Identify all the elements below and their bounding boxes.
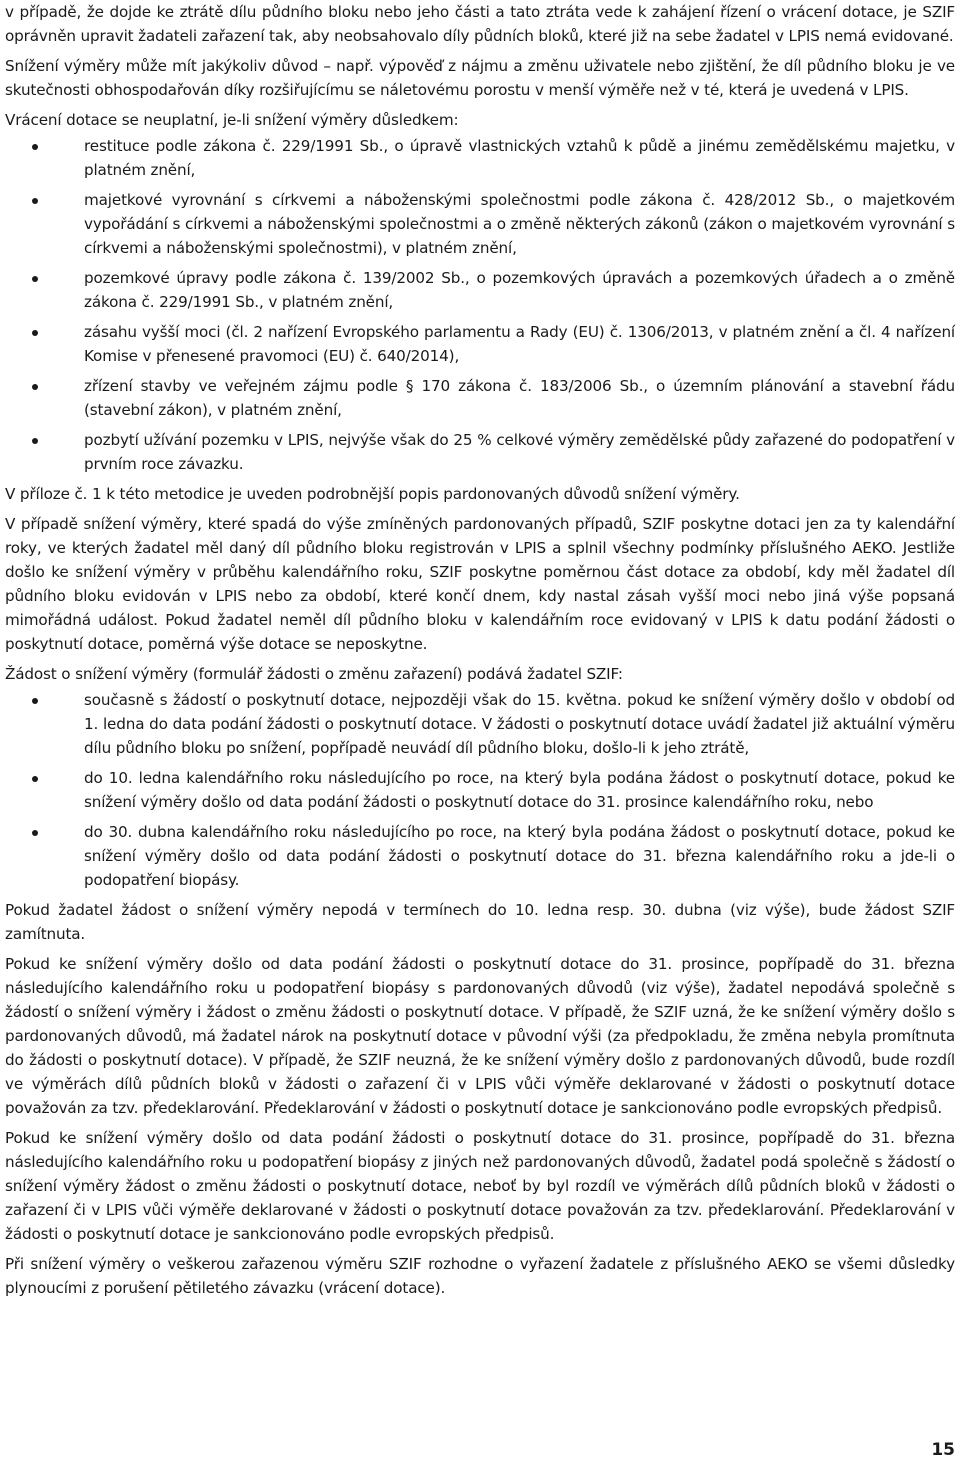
bullet-icon bbox=[32, 384, 38, 390]
document-body bbox=[5, 0, 955, 1306]
paragraph-pardoned-cases: V případě snížení výměry, které spadá do výše zmíněných pardonovaných případů, SZIF poskytne dotaci jen za ty kalendářní roky, ve kterých žadatel měl daný díl půdního bloku registrován v LPIS a splnil všechny podmínky příslušného AEKO. Jestliže došlo ke snížení výměry v průběhu kalendářního roku, SZIF poskytne poměrnou část dotace za období, kdy měl žadatel díl půdního bloku evidován v LPIS nebo za období, které končí dnem, kdy nastal zásah vyšší moci nebo jiná výše popsaná mimořádná událost. Pokud žadatel neměl díl půdního bloku v kalendářním roce evidovaný v LPIS k datu podání žádosti o poskytnutí dotace, poměrná výše dotace se neposkytne. bbox=[5, 515, 955, 653]
bullet-icon bbox=[32, 276, 38, 282]
list-item: současně s žádostí o poskytnutí dotace, nejpozději však do 15. května. pokud ke snížení výměry došlo v období od 1. ledna do data podání žádosti o poskytnutí dotace. V žádosti o poskytnutí dotace uvádí žadatel již aktuální výměru dílu půdního bloku po snížení, popřípadě neuvádí díl půdního bloku, došlo-li k jeho ztrátě, bbox=[5, 688, 955, 760]
bullet-icon bbox=[32, 330, 38, 336]
bullet-icon bbox=[32, 698, 38, 704]
bullet-icon bbox=[32, 776, 38, 782]
list-item: zásahu vyšší moci (čl. 2 nařízení Evropského parlamentu a Rady (EU) č. 1306/2013, v platném znění a čl. 4 nařízení Komise v přenesené pravomoci (EU) č. 640/2014), bbox=[5, 320, 955, 368]
paragraph-rejection: Pokud žadatel žádost o snížení výměry nepodá v termínech do 10. ledna resp. 30. dubna (viz výše), bude žádost SZIF zamítnuta. bbox=[5, 901, 955, 943]
bullet-icon bbox=[32, 144, 38, 150]
exceptions-list bbox=[5, 134, 955, 476]
list-item: majetkové vyrovnání s církvemi a náboženskými společnostmi podle zákona č. 428/2012 Sb., o majetkovém vypořádání s církvemi a náboženskými společnostmi a o změně některých zákonů (zákon o majetkovém vyrovnání s církvemi a náboženskými společnostmi), v platném znění, bbox=[5, 188, 955, 260]
bullet-icon bbox=[32, 830, 38, 836]
paragraph-annex-reference: V příloze č. 1 k této metodice je uveden podrobnější popis pardonovaných důvodů snížení výměry. bbox=[5, 485, 740, 503]
list-item: pozemkové úpravy podle zákona č. 139/2002 Sb., o pozemkových úpravách a pozemkových úřadech a o změně zákona č. 229/1991 Sb., v platném znění, bbox=[5, 266, 955, 314]
list-item: restituce podle zákona č. 229/1991 Sb., o úpravě vlastnických vztahů k půdě a jinému zemědělskému majetku, v platném znění, bbox=[5, 134, 955, 182]
paragraph-request-intro: Žádost o snížení výměry (formulář žádosti o změnu zařazení) podává žadatel SZIF: bbox=[5, 665, 623, 683]
list-item: zřízení stavby ve veřejném zájmu podle § 170 zákona č. 183/2006 Sb., o územním plánování a stavební řádu (stavební zákon), v platném znění, bbox=[5, 374, 955, 422]
list-item: do 10. ledna kalendářního roku následujícího po roce, na který byla podána žádost o poskytnutí dotace, pokud ke snížení výměry došlo od data podání žádosti o poskytnutí dotace do 31. prosince kalendářního roku, nebo bbox=[5, 766, 955, 814]
paragraph-exceptions-intro: Vrácení dotace se neuplatní, je-li snížení výměry důsledkem: bbox=[5, 111, 459, 129]
paragraph-full-reduction: Při snížení výměry o veškerou zařazenou výměru SZIF rozhodne o vyřazení žadatele z příslušného AEKO se všemi důsledky plynoucími z porušení pětiletého závazku (vrácení dotace). bbox=[5, 1255, 955, 1297]
bullet-icon bbox=[32, 438, 38, 444]
list-item: do 30. dubna kalendářního roku následujícího po roce, na který byla podána žádost o poskytnutí dotace, pokud ke snížení výměry došlo od data podání žádosti o poskytnutí dotace do 31. března kalendářního roku a jde-li o podopatření biopásy. bbox=[5, 820, 955, 892]
paragraph-non-pardoned-reduction: Pokud ke snížení výměry došlo od data podání žádosti o poskytnutí dotace do 31. prosince, popřípadě do 31. března následujícího kalendářního roku u podopatření biopásy z jiných než pardonovaných důvodů, žadatel podá společně s žádostí o snížení výměry žádost o změnu žádosti o poskytnutí dotace, neboť by byl rozdíl ve výměrách dílů půdních bloků v žádosti o zařazení či v LPIS vůči výměře deklarované v žádosti o poskytnutí dotace považován za tzv. předeklarování. Předeklarování v žádosti o poskytnutí dotace je sankcionováno podle evropských předpisů. bbox=[5, 1129, 955, 1243]
deadlines-list bbox=[5, 688, 955, 892]
bullet-icon bbox=[32, 198, 38, 204]
paragraph-loss-of-block: v případě, že dojde ke ztrátě dílu půdního bloku nebo jeho části a tato ztráta vede k zahájení řízení o vrácení dotace, je SZIF oprávněn upravit žadateli zařazení tak, aby neobsahovalo díly půdních bloků, které již na sebe žadatel v LPIS nemá evidované. bbox=[5, 3, 955, 45]
paragraph-reduction-reasons: Snížení výměry může mít jakýkoliv důvod – např. výpověď z nájmu a změnu uživatele nebo zjištění, že díl půdního bloku je ve skutečnosti obhospodařován díky rozšiřujícímu se náletovému porostu v menší výměře než v té, která je uvedená v LPIS. bbox=[5, 57, 955, 99]
page-number: 15 bbox=[931, 1440, 955, 1460]
list-item: pozbytí užívání pozemku v LPIS, nejvýše však do 25 % celkové výměry zemědělské půdy zařazené do podopatření v prvním roce závazku. bbox=[5, 428, 955, 476]
paragraph-pardoned-reduction: Pokud ke snížení výměry došlo od data podání žádosti o poskytnutí dotace do 31. prosince, popřípadě do 31. března následujícího kalendářního roku u podopatření biopásy s pardonovaných důvodů (viz výše), žadatel nepodává společně s žádostí o snížení výměry i žádost o změnu žádosti o poskytnutí dotace. V případě, že SZIF uzná, že ke snížení výměry došlo s pardonovaných důvodů, má žadatel nárok na poskytnutí dotace v původní výši (za předpokladu, že změna nebyla promítnuta do žádosti o poskytnutí dotace). V případě, že SZIF neuzná, že ke snížení výměry došlo z pardonovaných důvodů, bude rozdíl ve výměrách dílů půdních bloků v žádosti o zařazení či v LPIS vůči výměře deklarované v žádosti o poskytnutí dotace považován za tzv. předeklarování. Předeklarování v žádosti o poskytnutí dotace je sankcionováno podle evropských předpisů. bbox=[5, 955, 955, 1117]
